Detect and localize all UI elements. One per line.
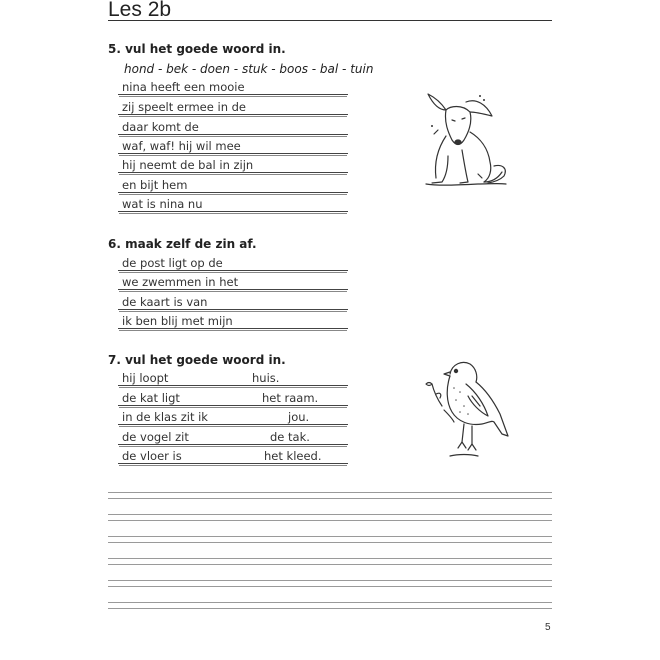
sentence-text: waf, waf! hij wil mee (122, 139, 241, 153)
sentence-end: het kleed. (264, 449, 322, 463)
page-number: 5 (545, 622, 551, 633)
answer-line[interactable] (118, 410, 348, 425)
sentence-end: jou. (288, 410, 310, 424)
answer-line[interactable] (118, 449, 348, 464)
page-title: Les 2b (108, 0, 172, 21)
sentence-text: wat is nina nu (122, 197, 203, 211)
writing-line (108, 514, 552, 515)
bird-icon (420, 352, 514, 460)
writing-line (108, 498, 552, 499)
sentence-start: de vogel zit (122, 430, 189, 444)
answer-line[interactable] (118, 371, 348, 386)
answer-line[interactable] (118, 197, 348, 212)
word-bank: hond - bek - doen - stuk - boos - bal - tuin (124, 62, 374, 76)
exercise-7-title: 7. vul het goede woord in. (108, 353, 286, 367)
sentence-text: daar komt de (122, 120, 199, 134)
answer-line[interactable] (118, 314, 348, 329)
answer-line[interactable] (118, 139, 348, 154)
writing-line (108, 602, 552, 603)
answer-line[interactable] (118, 158, 348, 173)
sentence-text: ik ben blij met mijn (122, 314, 233, 328)
sentence-end: het raam. (262, 391, 319, 405)
writing-line (108, 520, 552, 521)
answer-line[interactable] (118, 295, 348, 310)
answer-line[interactable] (118, 256, 348, 271)
answer-line[interactable] (118, 120, 348, 135)
sentence-end: de tak. (270, 430, 310, 444)
title-divider (108, 20, 552, 21)
answer-line[interactable] (118, 100, 348, 115)
answer-line[interactable] (118, 391, 348, 406)
answer-line[interactable] (118, 80, 348, 95)
sentence-end: huis. (252, 371, 280, 385)
sentence-start: in de klas zit ik (122, 410, 208, 424)
writing-line (108, 558, 552, 559)
sentence-text: nina heeft een mooie (122, 80, 245, 94)
exercise-6-title: 6. maak zelf de zin af. (108, 237, 257, 251)
sentence-text: de post ligt op de (122, 256, 223, 270)
writing-line (108, 608, 552, 609)
sentence-text: hij neemt de bal in zijn (122, 158, 254, 172)
answer-line[interactable] (118, 430, 348, 445)
dog-icon (418, 86, 514, 190)
sentence-start: hij loopt (122, 371, 169, 385)
writing-line (108, 580, 552, 581)
sentence-text: en bijt hem (122, 178, 188, 192)
sentence-text: de kaart is van (122, 295, 208, 309)
sentence-start: de kat ligt (122, 391, 180, 405)
writing-line (108, 586, 552, 587)
writing-line (108, 492, 552, 493)
sentence-start: de vloer is (122, 449, 182, 463)
sentence-text: zij speelt ermee in de (122, 100, 247, 114)
answer-line[interactable] (118, 178, 348, 193)
exercise-5-title: 5. vul het goede woord in. (108, 42, 286, 56)
writing-line (108, 542, 552, 543)
answer-line[interactable] (118, 275, 348, 290)
writing-line (108, 564, 552, 565)
sentence-text: we zwemmen in het (122, 275, 239, 289)
writing-line (108, 536, 552, 537)
